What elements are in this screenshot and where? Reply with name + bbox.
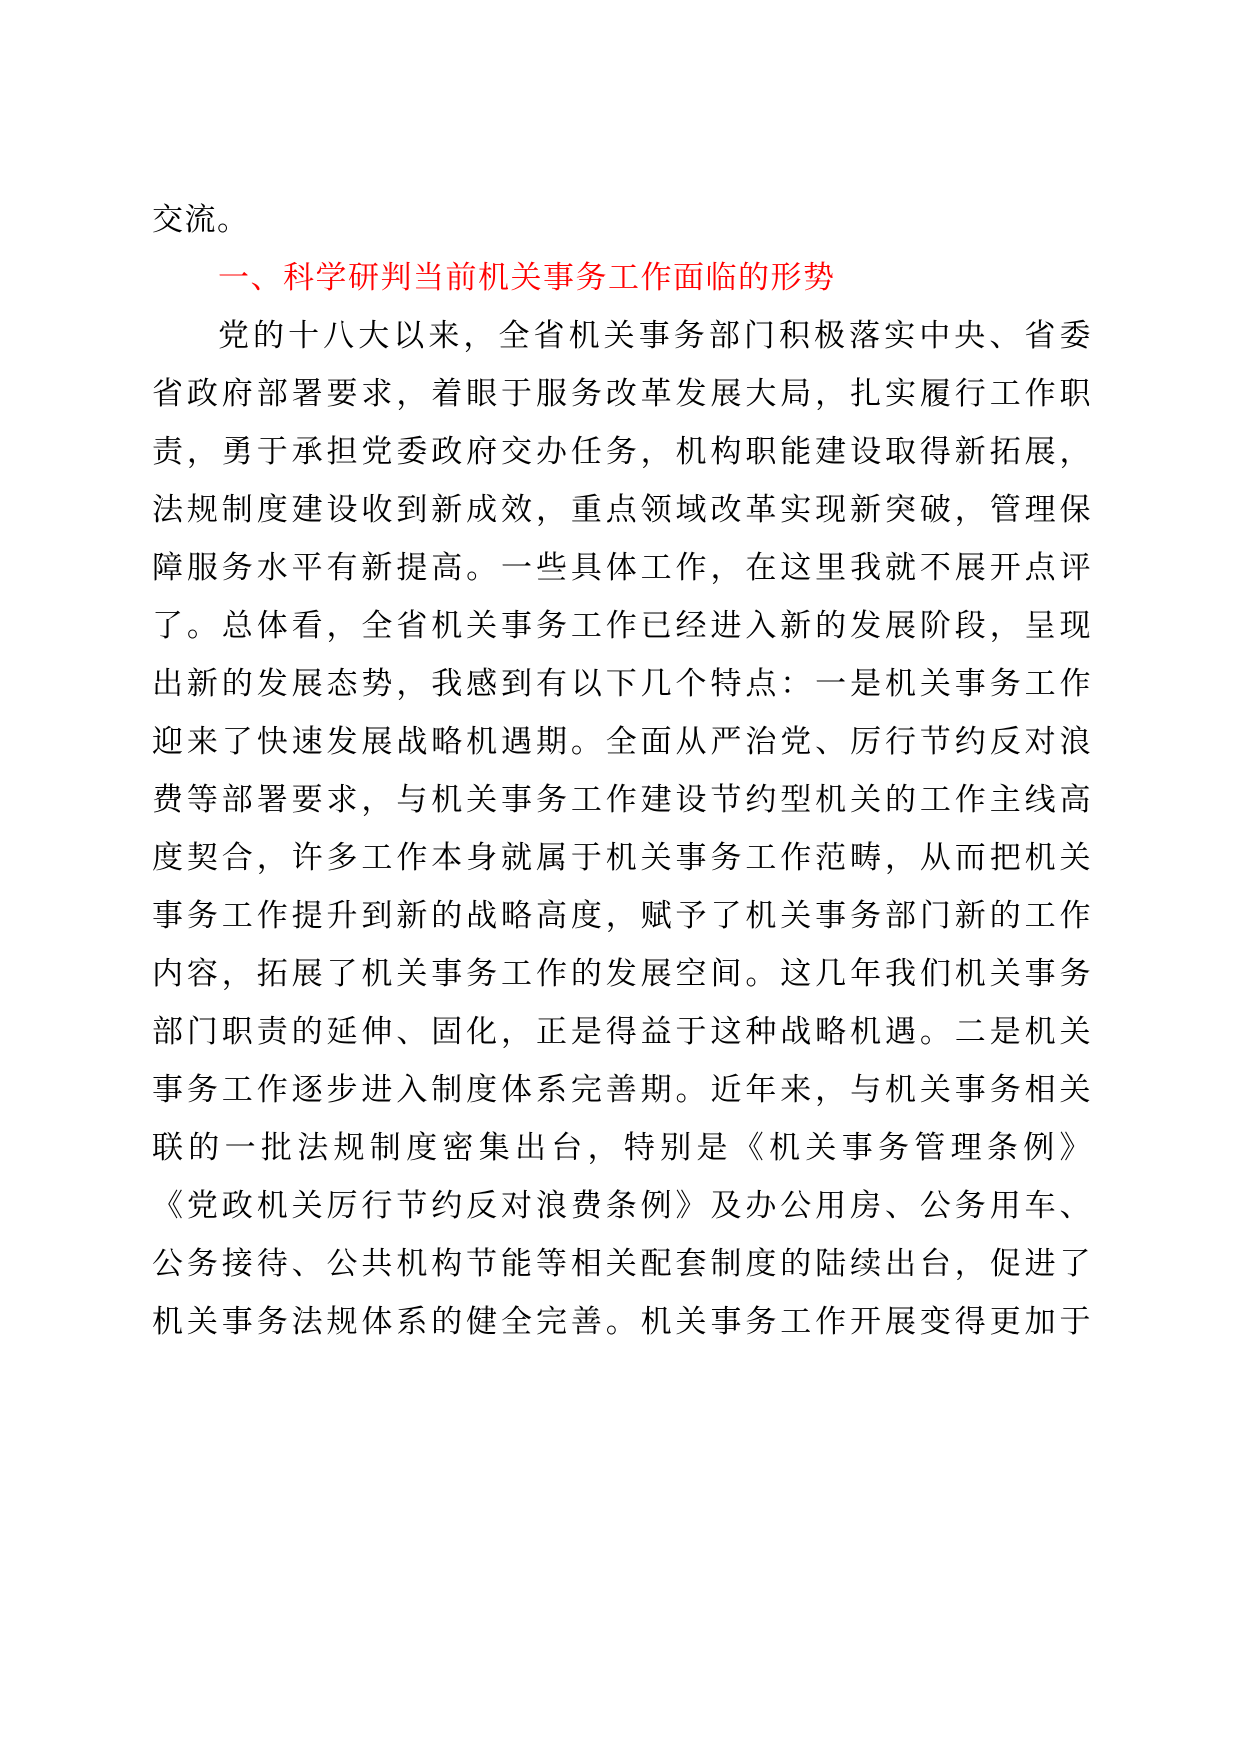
paragraph-line: 内容，拓展了机关事务工作的发展空间。这几年我们机关事务 bbox=[152, 956, 1092, 992]
continuation-text: 交流。 bbox=[152, 202, 250, 238]
paragraph-line: 事务工作提升到新的战略高度，赋予了机关事务部门新的工作 bbox=[152, 898, 1092, 934]
paragraph-line: 了。总体看，全省机关事务工作已经进入新的发展阶段，呈现 bbox=[152, 608, 1092, 644]
paragraph-line: 《党政机关厉行节约反对浪费条例》及办公用房、公务用车、 bbox=[152, 1188, 1092, 1224]
paragraph-line: 费等部署要求，与机关事务工作建设节约型机关的工作主线高 bbox=[152, 782, 1092, 818]
paragraph-line: 事务工作逐步进入制度体系完善期。近年来，与机关事务相关 bbox=[152, 1072, 1092, 1108]
paragraph-line: 责，勇于承担党委政府交办任务，机构职能建设取得新拓展， bbox=[152, 434, 1092, 470]
paragraph-line: 机关事务法规体系的健全完善。机关事务工作开展变得更加于 bbox=[152, 1304, 1092, 1340]
paragraph-line: 省政府部署要求，着眼于服务改革发展大局，扎实履行工作职 bbox=[152, 376, 1092, 412]
paragraph-line: 出新的发展态势，我感到有以下几个特点：一是机关事务工作 bbox=[152, 666, 1092, 702]
paragraph-line: 迎来了快速发展战略机遇期。全面从严治党、厉行节约反对浪 bbox=[152, 724, 1092, 760]
section-heading: 一、科学研判当前机关事务工作面临的形势 bbox=[218, 260, 836, 296]
paragraph-line: 公务接待、公共机构节能等相关配套制度的陆续出台，促进了 bbox=[152, 1246, 1092, 1282]
paragraph-line: 度契合，许多工作本身就属于机关事务工作范畴，从而把机关 bbox=[152, 840, 1092, 876]
paragraph-line: 联的一批法规制度密集出台，特别是《机关事务管理条例》 bbox=[152, 1130, 1092, 1166]
paragraph-line: 障服务水平有新提高。一些具体工作，在这里我就不展开点评 bbox=[152, 550, 1092, 586]
paragraph-line: 法规制度建设收到新成效，重点领域改革实现新突破，管理保 bbox=[152, 492, 1092, 528]
paragraph-line: 党的十八大以来，全省机关事务部门积极落实中央、省委 bbox=[218, 318, 1092, 354]
paragraph-line: 部门职责的延伸、固化，正是得益于这种战略机遇。二是机关 bbox=[152, 1014, 1092, 1050]
